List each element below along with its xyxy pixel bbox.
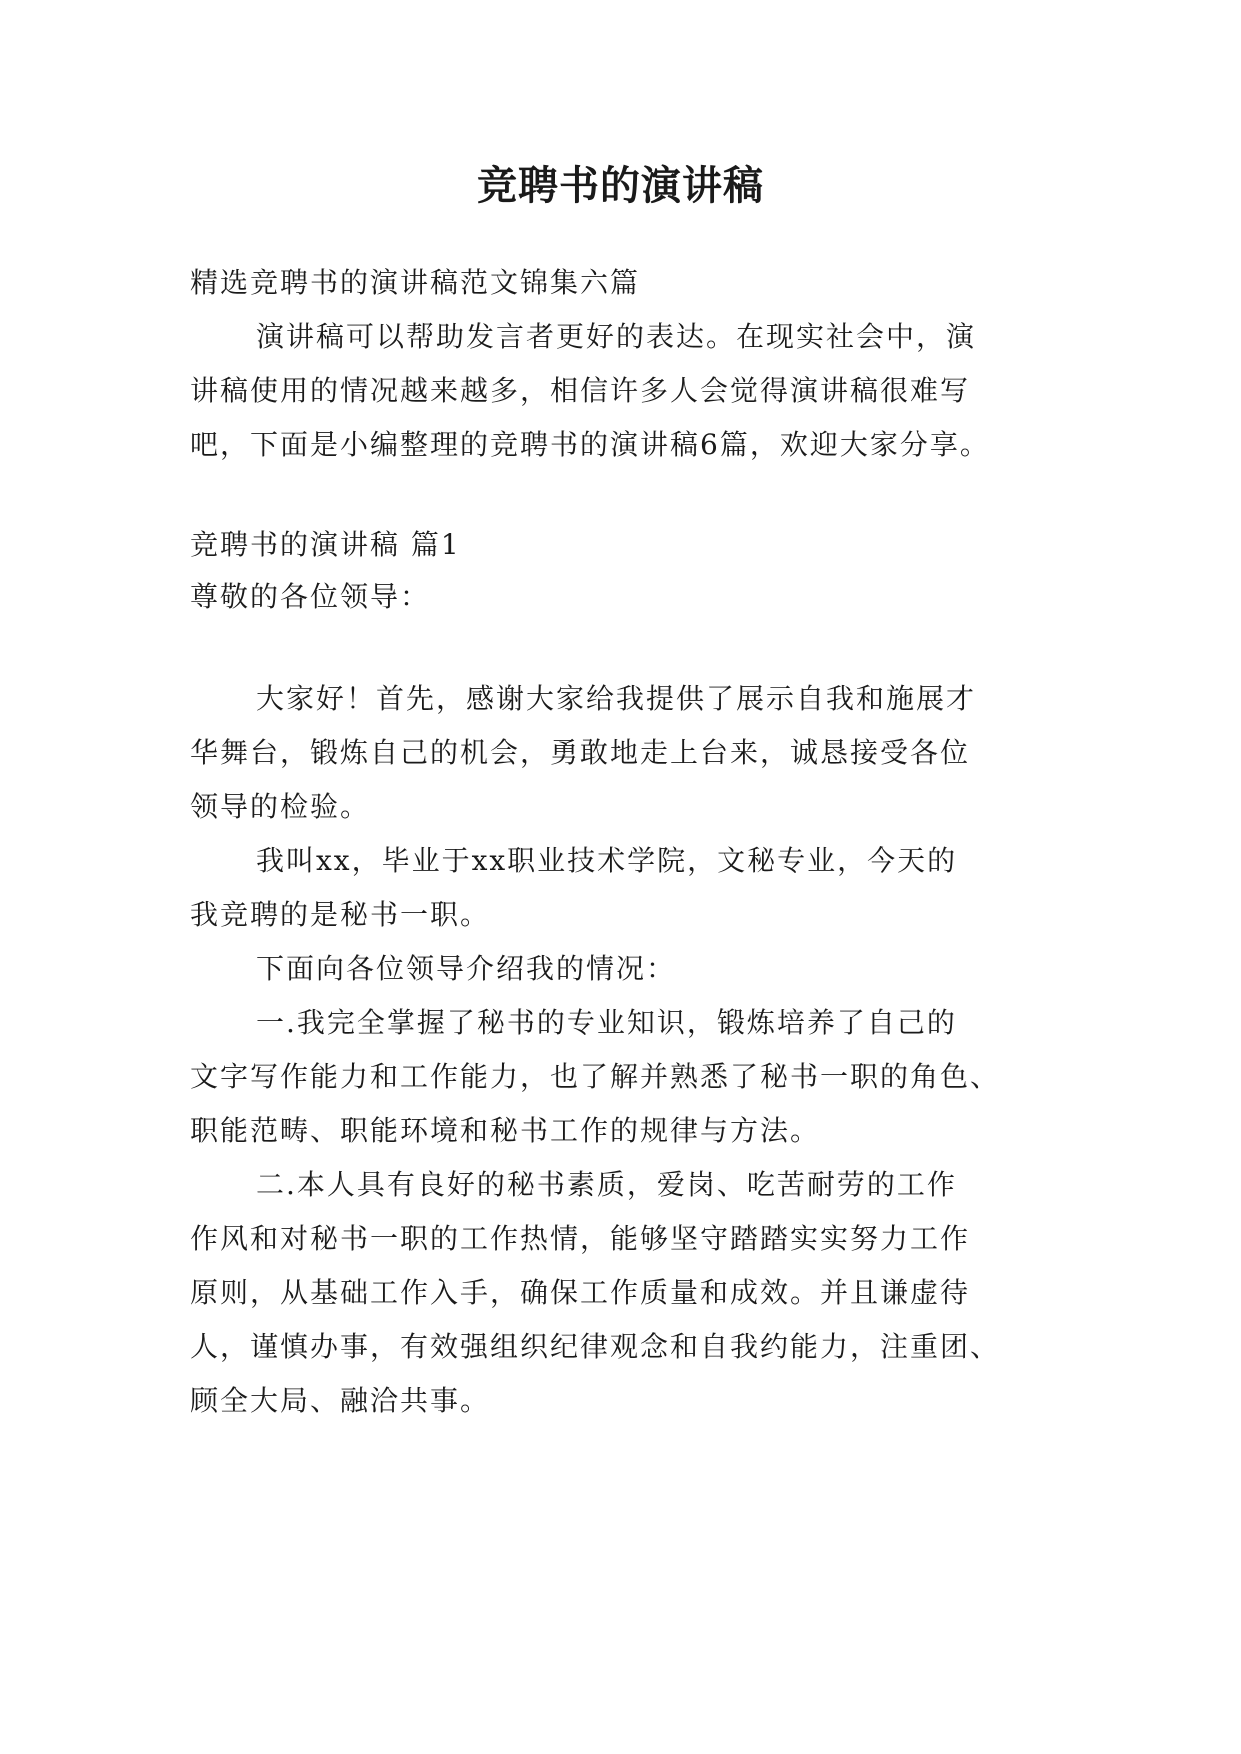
document-title: 竞聘书的演讲稿 (477, 162, 764, 209)
body-line: 职能范畴、职能环境和秘书工作的规律与方法。 (190, 1114, 821, 1147)
body-line: 华舞台，锻炼自己的机会，勇敢地走上台来，诚恳接受各位 (190, 736, 971, 769)
body-line: 我叫xx，毕业于xx职业技术学院，文秘专业，今天的 (256, 844, 958, 877)
body-line: 我竞聘的是秘书一职。 (190, 898, 491, 931)
body-line: 下面向各位领导介绍我的情况： (256, 952, 677, 985)
document-subtitle: 精选竞聘书的演讲稿范文锦集六篇 (190, 266, 641, 299)
intro-line: 讲稿使用的情况越来越多，相信许多人会觉得演讲稿很难写 (190, 374, 971, 407)
intro-line: 演讲稿可以帮助发言者更好的表达。在现实社会中，演 (256, 320, 977, 353)
body-line: 人，谨慎办事，有效强组织纪律观念和自我约能力，注重团、 (190, 1330, 1001, 1363)
body-line: 作风和对秘书一职的工作热情，能够坚守踏踏实实努力工作 (190, 1222, 971, 1255)
salutation: 尊敬的各位领导： (190, 580, 431, 613)
intro-line: 吧，下面是小编整理的竞聘书的演讲稿6篇，欢迎大家分享。 (190, 428, 990, 461)
body-line: 二.本人具有良好的秘书素质，爱岗、吃苦耐劳的工作 (256, 1168, 957, 1201)
section-heading: 竞聘书的演讲稿 篇1 (190, 528, 461, 561)
body-line: 领导的检验。 (190, 790, 371, 823)
body-line: 一.我完全掌握了秘书的专业知识，锻炼培养了自己的 (256, 1006, 957, 1039)
body-line: 原则，从基础工作入手，确保工作质量和成效。并且谦虚待 (190, 1276, 971, 1309)
body-line: 大家好！首先，感谢大家给我提供了展示自我和施展才 (256, 682, 977, 715)
body-line: 文字写作能力和工作能力，也了解并熟悉了秘书一职的角色、 (190, 1060, 1001, 1093)
body-line: 顾全大局、融洽共事。 (190, 1384, 491, 1417)
